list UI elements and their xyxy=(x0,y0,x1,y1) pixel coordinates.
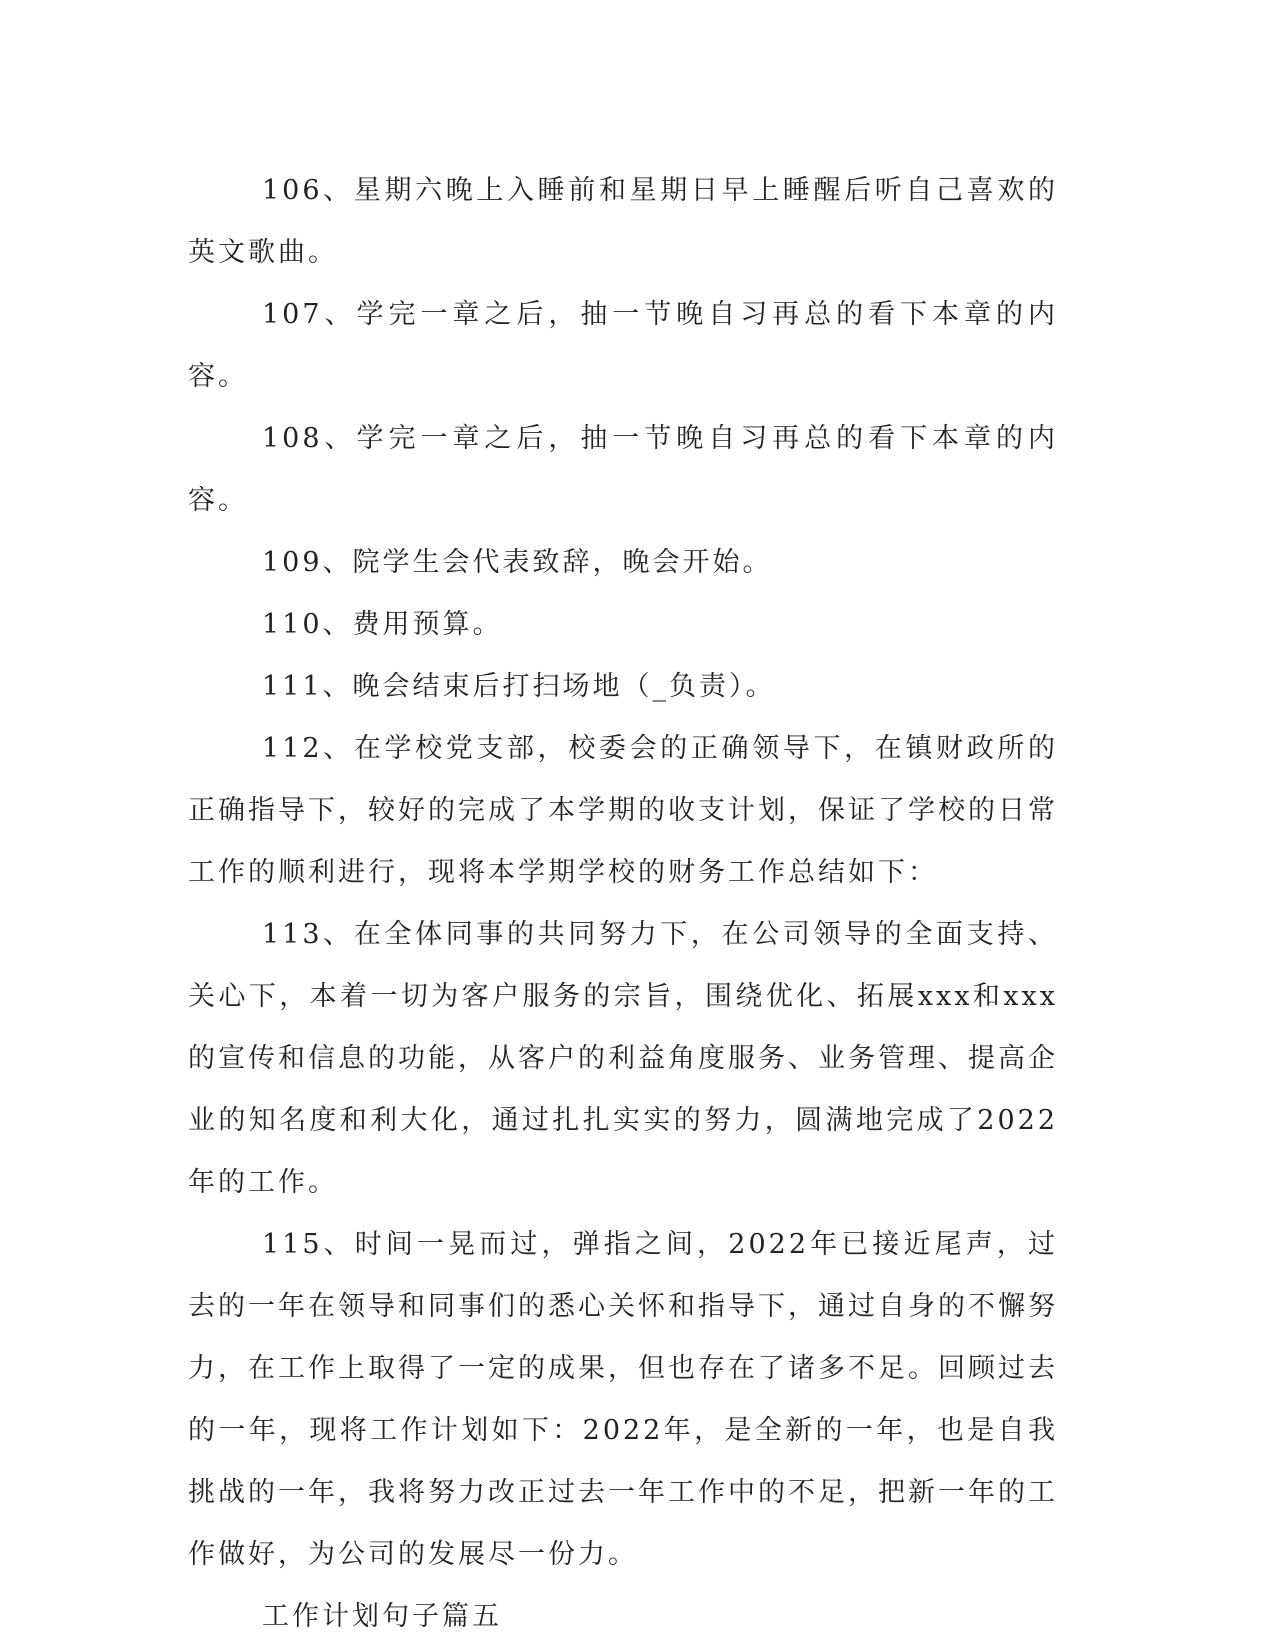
paragraph-106: 106、星期六晚上入睡前和星期日早上睡醒后听自己喜欢的英文歌曲。 xyxy=(188,175,1058,268)
paragraph-113: 113、在全体同事的共同努力下，在公司领导的全面支持、关心下，本着一切为客户服务的宗旨，围绕优化、拓展xxx和xxx的宣传和信息的功能，从客户的利益角度服务、业务管理、提高企业的知名度和利大化，通过扎扎实实的努力，圆满地完成了2022年的工作。 xyxy=(188,919,1058,1198)
paragraph-111: 111、晚会结束后打扫场地（_负责）。 xyxy=(262,671,776,702)
paragraph-108: 108、学完一章之后，抽一节晚自习再总的看下本章的内容。 xyxy=(188,423,1058,516)
section-heading: 工作计划句子篇五 xyxy=(262,1601,502,1632)
paragraph-112: 112、在学校党支部，校委会的正确领导下，在镇财政所的正确指导下，较好的完成了本学期的收支计划，保证了学校的日常工作的顺利进行，现将本学期学校的财务工作总结如下： xyxy=(188,733,1058,888)
paragraph-110: 110、费用预算。 xyxy=(262,609,503,640)
paragraph-115: 115、时间一晃而过，弹指之间，2022年已接近尾声，过去的一年在领导和同事们的悉心关怀和指导下，通过自身的不懈努力，在工作上取得了一定的成果，但也存在了诸多不足。回顾过去的一年，现将工作计划如下：2022年，是全新的一年，也是自我挑战的一年，我将努力改正过去一年工作中的不足，把新一年的工作做好，为公司的发展尽一份力。 xyxy=(188,1229,1058,1570)
document-body xyxy=(188,160,1058,1648)
paragraph-107: 107、学完一章之后，抽一节晚自习再总的看下本章的内容。 xyxy=(188,299,1058,392)
paragraph-109: 109、院学生会代表致辞，晚会开始。 xyxy=(262,547,773,578)
